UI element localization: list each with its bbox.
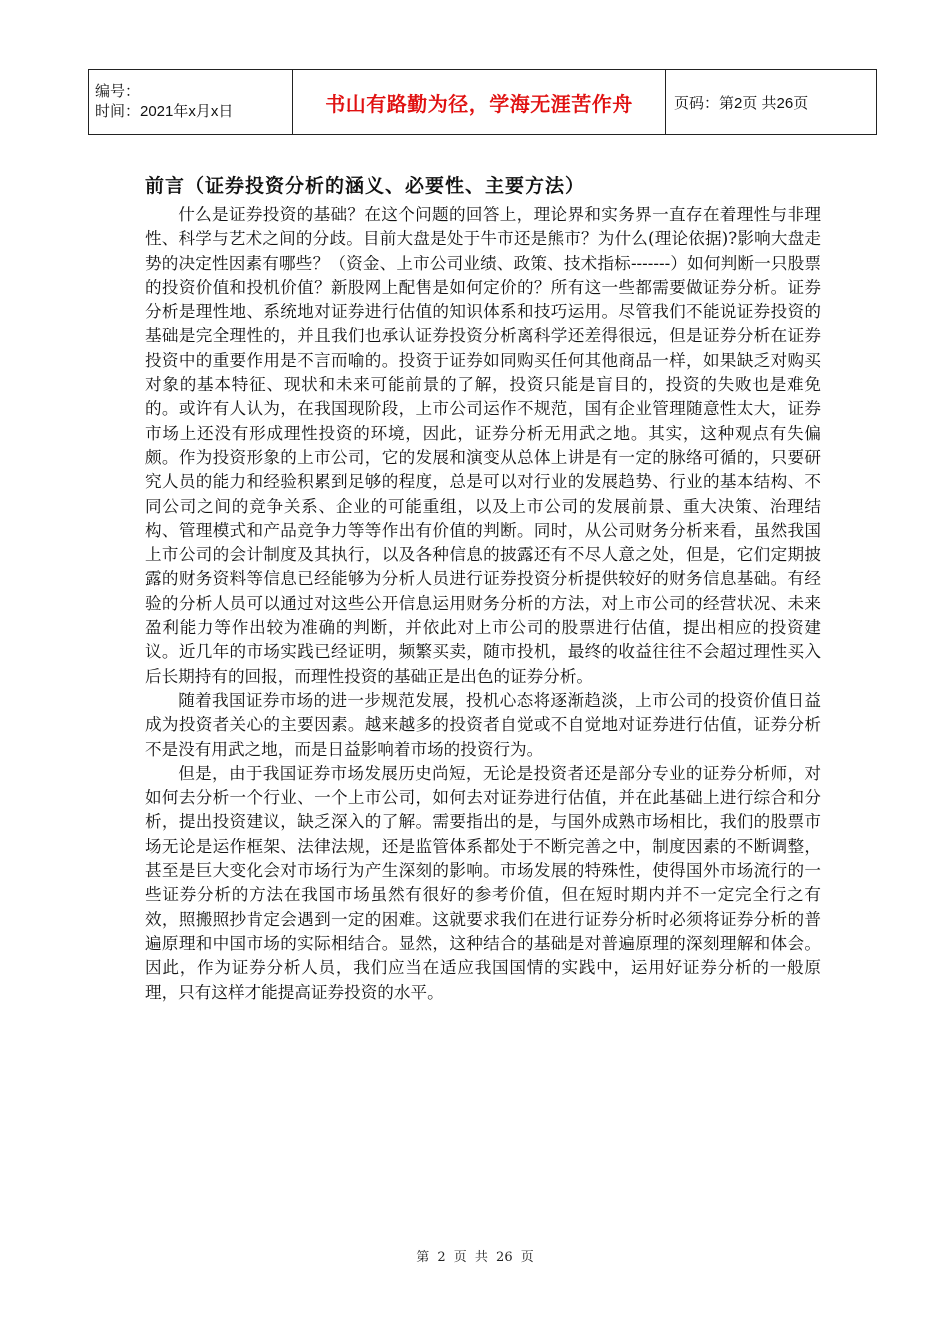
document-number-label: 编号： (95, 83, 141, 100)
document-title: 前言（证券投资分析的涵义、必要性、主要方法） (145, 175, 586, 197)
page-header-table (88, 69, 877, 135)
header-meta-cell (89, 70, 293, 135)
document-body (145, 203, 821, 1005)
header-motto: 书山有路勤为径，学海无涯苦作舟 (293, 70, 666, 135)
document-time-label: 时间：2021年x月x日 (95, 103, 234, 120)
page-footer: 第 2 页 共 26 页 (416, 1250, 534, 1265)
body-paragraph: 但是，由于我国证券市场发展历史尚短，无论是投资者还是部分专业的证券分析师，对如何去分析一个行业、一个上市公司，如何去对证券进行估值，并在此基础上进行综合和分析，提出投资建议，缺乏深入的了解。需要指出的是，与国外成熟市场相比，我们的股票市场无论是运作框架、法律法规，还是监管体系都处于不断完善之中，制度因素的不断调整，甚至是巨大变化会对市场行为产生深刻的影响。市场发展的特殊性，使得国外市场流行的一些证券分析的方法在我国市场虽然有很好的参考价值，但在短时期内并不一定完全行之有效，照搬照抄肯定会遇到一定的困难。这就要求我们在进行证券分析时必须将证券分析的普遍原理和中国市场的实际相结合。显然，这种结合的基础是对普遍原理的深刻理解和体会。因此，作为证券分析人员，我们应当在适应我国国情的实践中，运用好证券分析的一般原理，只有这样才能提高证券投资的水平。 (145, 763, 821, 1002)
body-paragraph: 什么是证券投资的基础？在这个问题的回答上，理论界和实务界一直存在着理性与非理性、科学与艺术之间的分歧。目前大盘是处于牛市还是熊市？为什么(理论依据)?影响大盘走势的决定性因素有哪些？（资金、上市公司业绩、政策、技术指标-------）如何判断一只股票的投资价值和投机价值？新股网上配售是如何定价的？所有这一些都需要做证券分析。证券分析是理性地、系统地对证券进行估值的知识体系和技巧运用。尽管我们不能说证券投资的基础是完全理性的，并且我们也承认证券投资分析离科学还差得很远，但是证券分析在证券投资中的重要作用是不言而喻的。投资于证券如同购买任何其他商品一样，如果缺乏对购买对象的基本特征、现状和未来可能前景的了解，投资只能是盲目的，投资的失败也是难免的。或许有人认为，在我国现阶段，上市公司运作不规范，国有企业管理随意性太大，证券市场上还没有形成理性投资的环境，因此，证券分析无用武之地。其实，这种观点有失偏颇。作为投资形象的上市公司，它的发展和演变从总体上讲是有一定的脉络可循的，只要研究人员的能力和经验积累到足够的程度，总是可以对行业的发展趋势、行业的基本结构、不同公司之间的竞争关系、企业的可能重组，以及上市公司的发展前景、重大决策、治理结构、管理模式和产品竞争力等等作出有价值的判断。同时，从公司财务分析来看，虽然我国上市公司的会计制度及其执行，以及各种信息的披露还有不尽人意之处，但是，它们定期披露的财务资料等信息已经能够为分析人员进行证券投资分析提供较好的财务信息基础。有经验的分析人员可以通过对这些公开信息运用财务分析的方法，对上市公司的经营状况、未来盈利能力等作出较为准确的判断，并依此对上市公司的股票进行估值，提出相应的投资建议。近几年的市场实践已经证明，频繁买卖，随市投机，最终的收益往往不会超过理性买入后长期持有的回报，而理性投资的基础正是出色的证券分析。 (145, 205, 821, 686)
header-page-info: 页码：第2页 共26页 (666, 70, 877, 135)
body-paragraph: 随着我国证券市场的进一步规范发展，投机心态将逐渐趋淡，上市公司的投资价值日益成为投资者关心的主要因素。越来越多的投资者自觉或不自觉地对证券进行估值，证券分析不是没有用武之地，而是日益影响着市场的投资行为。 (145, 690, 821, 759)
